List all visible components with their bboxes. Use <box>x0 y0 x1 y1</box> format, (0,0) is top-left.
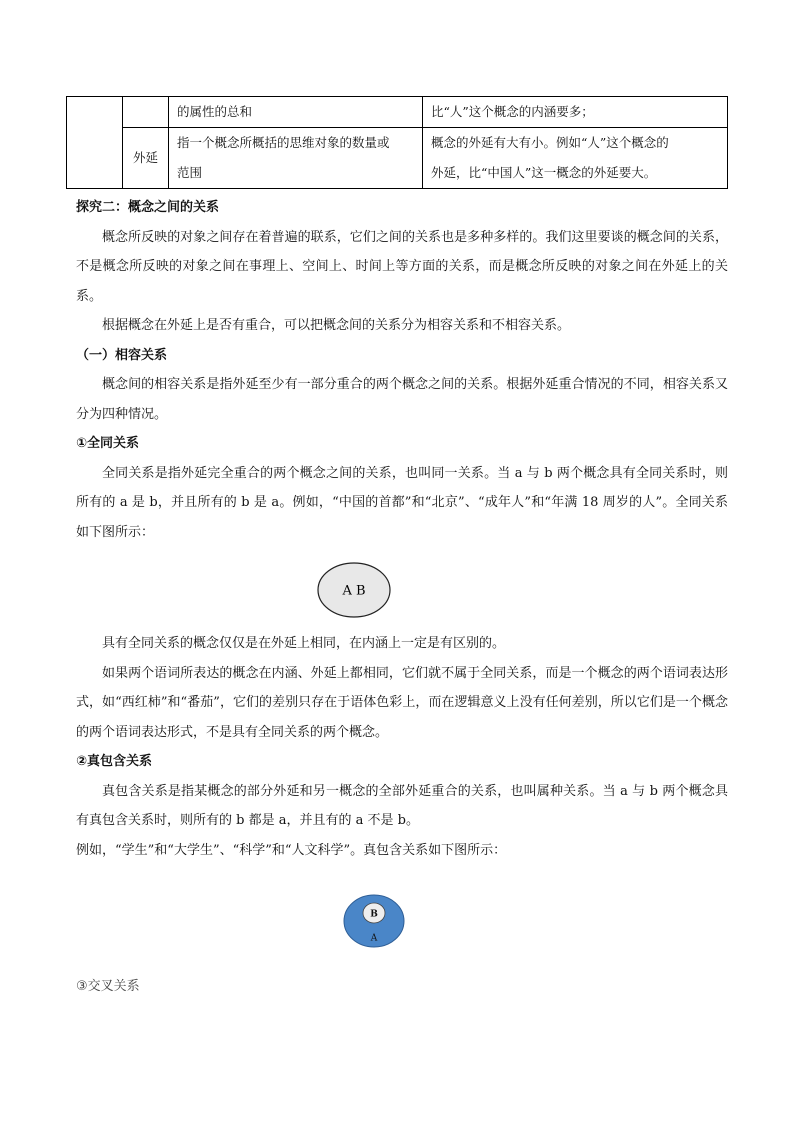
section-bottom <box>76 972 728 1002</box>
paragraph: 例如，“学生”和“大学生”、“科学”和“人文科学”。真包含关系如下图所示： <box>76 842 507 858</box>
section-heading: 探究二：概念之间的关系 <box>76 200 220 215</box>
paragraph: 概念所反映的对象之间存在着普遍的联系，它们之间的关系也是多种多样的。我们这里要谈的概念间的关系，不是概念所反映的对象之间在事理上、空间上、时间上等方面的关系，而是概念所反映的对象之间在外延上的关系。 <box>76 229 728 304</box>
table-cell <box>168 128 422 189</box>
paragraph: 全同关系是指外延完全重合的两个概念之间的关系，也叫同一关系。当 a 与 b 两个概念具有全同关系时，则所有的 a 是 b，并且所有的 b 是 a。例如，“中国的首都”和“北京”、“成年人”和“年满 18 周岁的人”。全同关系如下图所示： <box>76 465 728 540</box>
intersect-heading: ③交叉关系 <box>76 979 140 994</box>
paragraph: 真包含关系是指某概念的部分外延和另一概念的全部外延重合的关系，也叫属种关系。当 a 与 b 两个概念具有真包含关系时，则所有的 b 都是 a，并且有的 a 不是 b。 <box>76 783 728 828</box>
table-cell-term: 外延 <box>123 128 169 189</box>
outer-label: A <box>370 933 378 944</box>
table-cell <box>422 128 727 189</box>
subsection-heading: （一）相容关系 <box>76 347 168 363</box>
inclusion-diagram <box>342 893 406 949</box>
identity-heading: ①全同关系 <box>76 436 140 451</box>
concept-table <box>66 96 728 189</box>
paragraph: 具有全同关系的概念仅仅是在外延上相同，在内涵上一定是有区别的。 <box>102 636 506 651</box>
identity-diagram <box>316 561 392 619</box>
inclusion-heading: ②真包含关系 <box>76 754 153 769</box>
section-middle <box>76 629 728 865</box>
table-cell-empty <box>67 97 123 189</box>
table-row <box>67 128 728 189</box>
inner-label: B <box>370 909 378 920</box>
paragraph: 根据概念在外延上是否有重合，可以把概念间的关系分为相容关系和不相容关系。 <box>102 318 571 333</box>
table-row <box>67 97 728 128</box>
section-top <box>76 193 728 547</box>
table-cell: 比“人”这个概念的内涵要多； <box>422 97 727 128</box>
table-cell-empty <box>123 97 169 128</box>
table-cell: 的属性的总和 <box>168 97 422 128</box>
paragraph: 概念间的相容关系是指外延至少有一部分重合的两个概念之间的关系。根据外延重合情况的不同，相容关系又分为四种情况。 <box>76 377 728 422</box>
cell-line: 指一个概念所概括的思维对象的数量或 <box>176 135 390 150</box>
paragraph: 如果两个语词所表达的概念在内涵、外延上都相同，它们就不属于全同关系，而是一个概念的两个语词表达形式，如“西红柿”和“番茄”，它们的差别只存在于语体色彩上，而在逻辑意义上没有任何差别，所以它们是一个概念的两个语词表达形式，不是具有全同关系的两个概念。 <box>76 665 728 740</box>
identity-diagram-label: A B <box>342 583 366 599</box>
cell-line: 范围 <box>176 165 202 180</box>
cell-line: 外延，比“中国人”这一概念的外延要大。 <box>430 165 657 180</box>
cell-line: 概念的外延有大有小。例如“人”这个概念的 <box>430 135 669 150</box>
